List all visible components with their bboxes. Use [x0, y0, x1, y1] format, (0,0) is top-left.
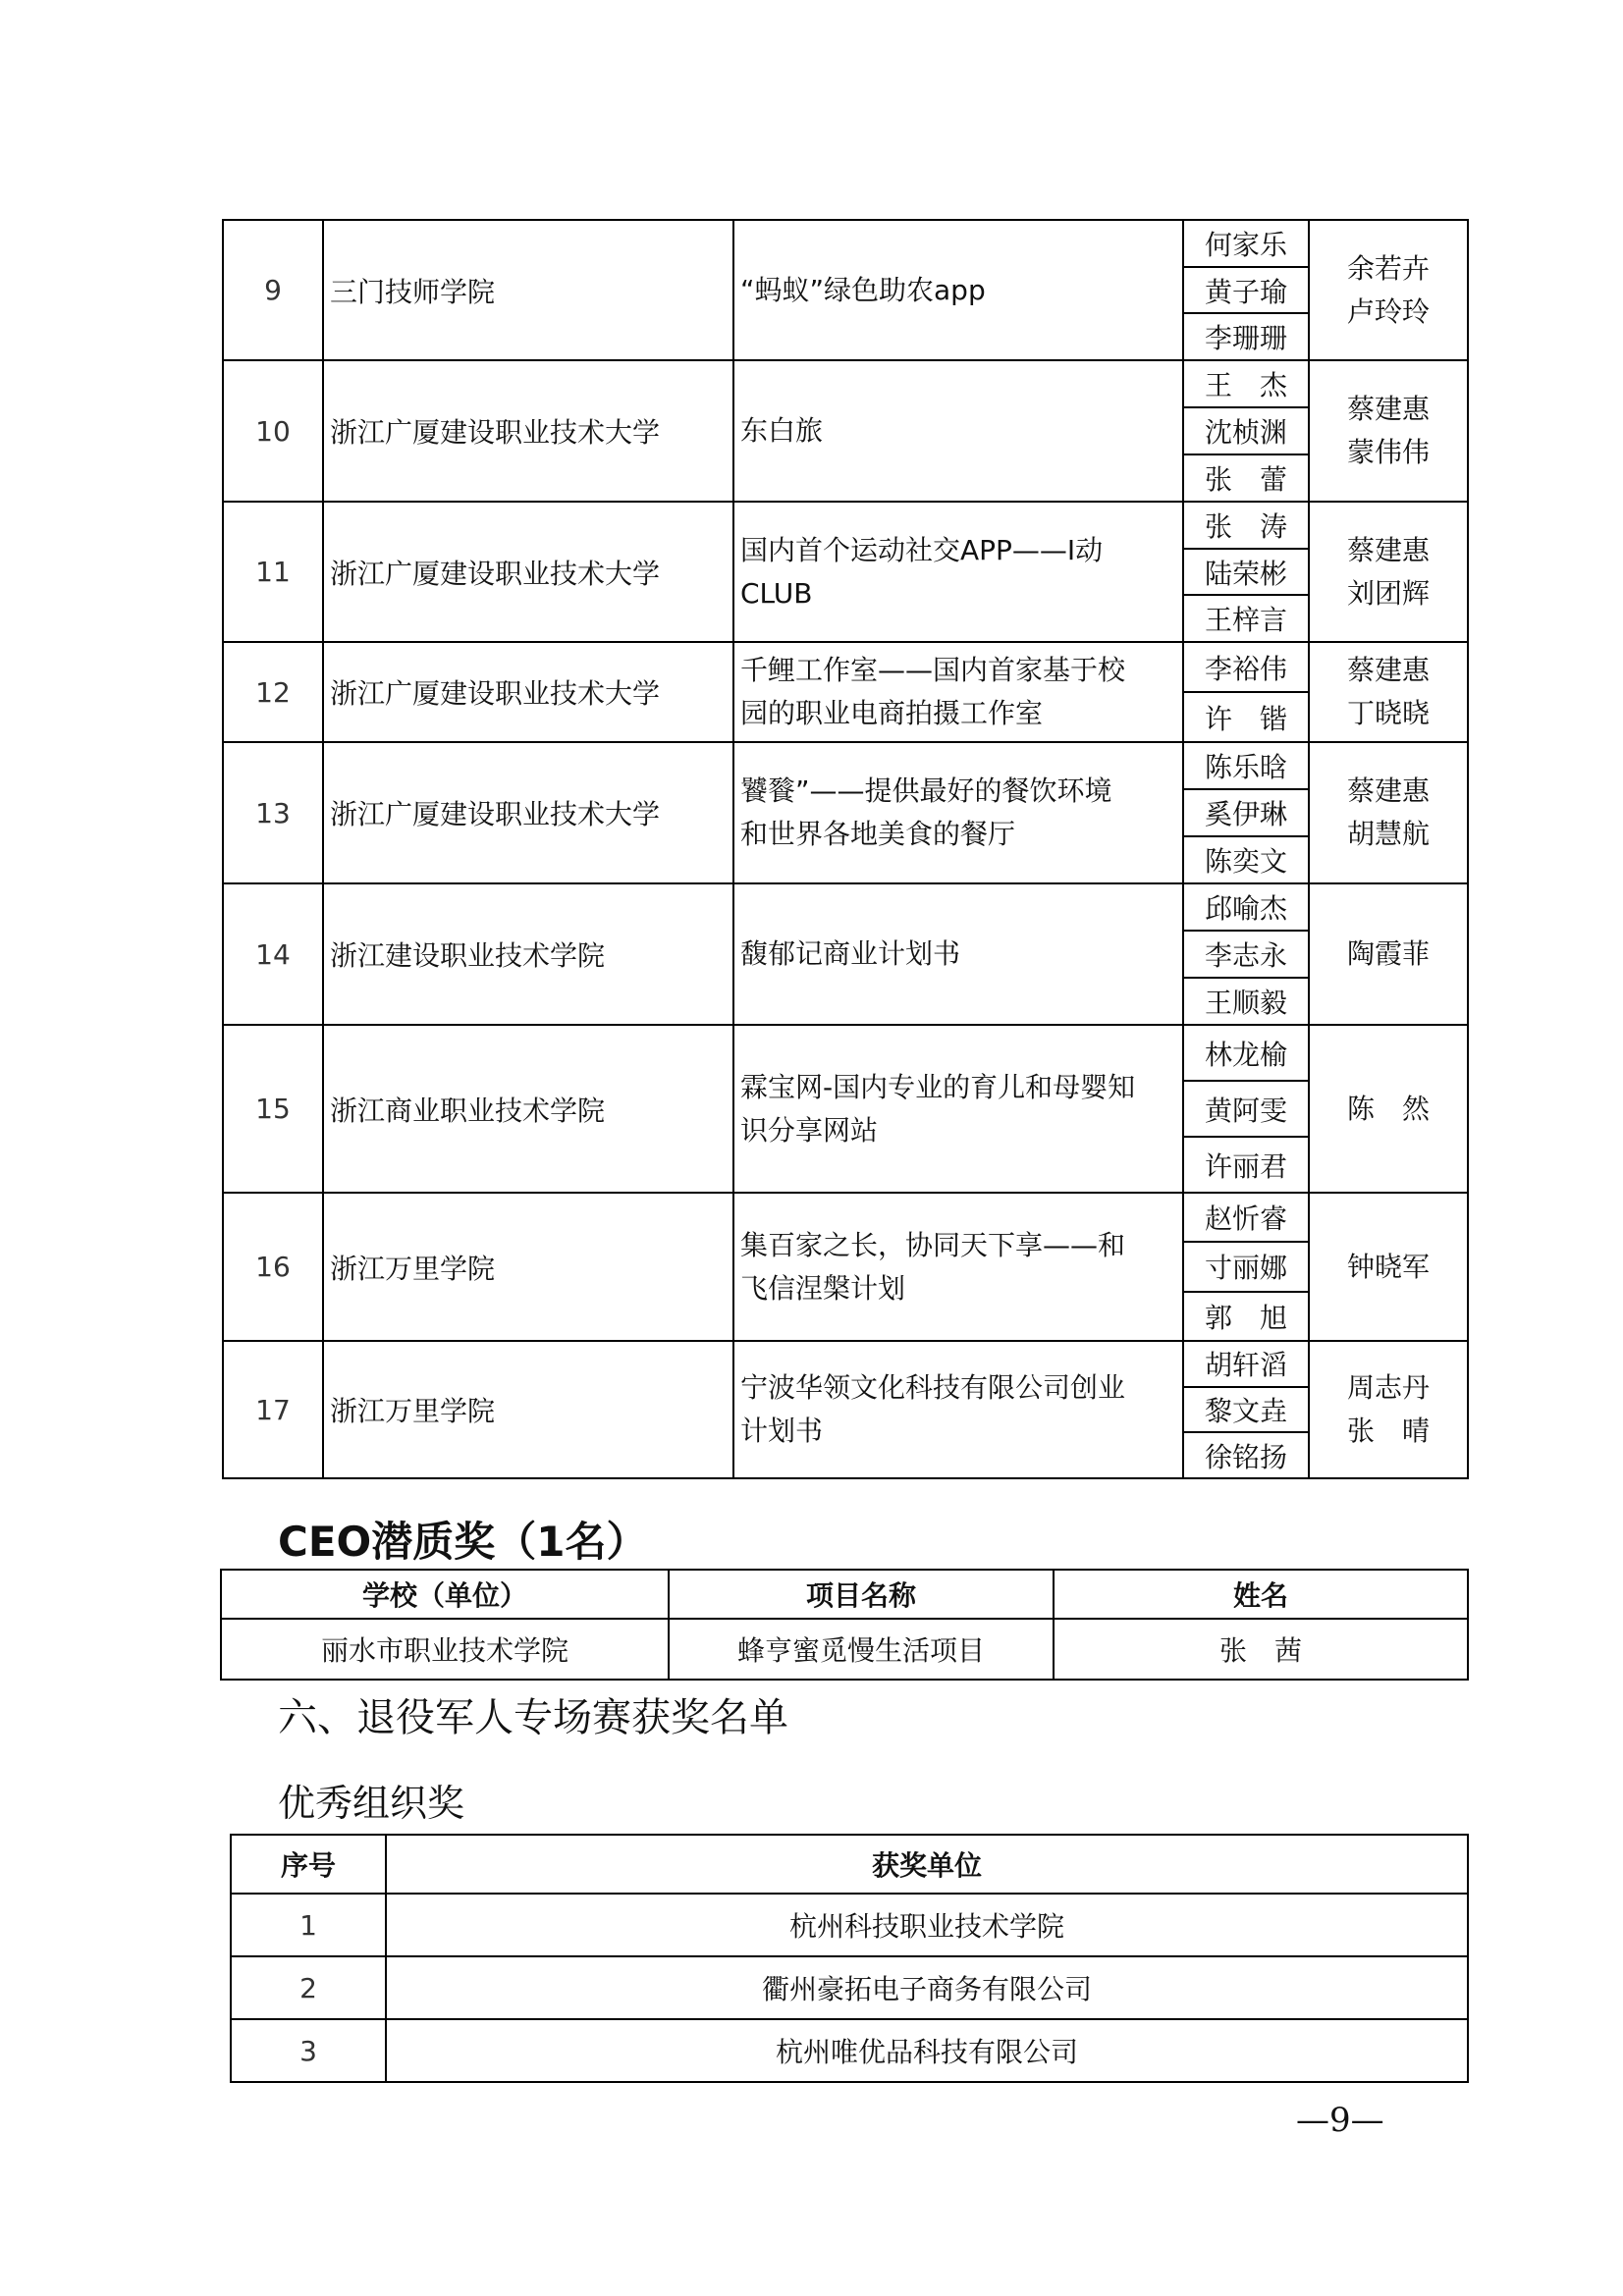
advisor-name: 蔡建惠 — [1346, 533, 1430, 566]
team-members — [1183, 883, 1309, 1025]
team-member: 许 锴 — [1184, 691, 1308, 741]
table-row — [223, 642, 1468, 742]
team-members — [1183, 502, 1309, 642]
project-line: 和世界各地美食的餐厅 — [740, 818, 1016, 850]
project-name — [733, 1193, 1183, 1341]
org-row-no: 1 — [231, 1894, 386, 1956]
table-row — [223, 1193, 1468, 1341]
row-number: 16 — [223, 1193, 323, 1341]
ceo-header-row — [221, 1570, 1468, 1619]
row-number: 11 — [223, 502, 323, 642]
advisor-name: 蔡建惠 — [1346, 774, 1430, 807]
school-name: 浙江建设职业技术学院 — [323, 883, 733, 1025]
org-row-unit: 衢州豪拓电子商务有限公司 — [386, 1956, 1468, 2019]
school-name: 浙江商业职业技术学院 — [323, 1025, 733, 1193]
org-header-row — [231, 1835, 1468, 1894]
advisors — [1309, 1025, 1468, 1193]
ceo-header-school: 学校（单位） — [221, 1570, 669, 1619]
advisors — [1309, 502, 1468, 642]
team-member: 寸丽娜 — [1184, 1241, 1308, 1290]
row-number: 9 — [223, 220, 323, 360]
row-number: 10 — [223, 360, 323, 502]
team-member: 黄子瑜 — [1184, 266, 1308, 313]
project-name — [733, 883, 1183, 1025]
advisors — [1309, 360, 1468, 502]
section-six-title: 六、退役军人专场赛获奖名单 — [278, 1695, 788, 1740]
team-member: 林龙榆 — [1204, 1038, 1287, 1071]
page-number: —9— — [1296, 2101, 1384, 2140]
table-row — [231, 1894, 1468, 1956]
table-row — [223, 360, 1468, 502]
team-members — [1183, 360, 1309, 502]
advisors — [1309, 883, 1468, 1025]
ceo-header-name: 姓名 — [1054, 1570, 1468, 1619]
team-members — [1183, 220, 1309, 360]
school-name: 浙江广厦建设职业技术大学 — [323, 502, 733, 642]
advisor-name: 钟晓军 — [1346, 1250, 1430, 1283]
team-member: 陆荣彬 — [1184, 548, 1308, 595]
project-line: 国内首个运动社交APP——I动 — [740, 533, 1104, 566]
project-name — [733, 502, 1183, 642]
ceo-project: 蜂亨蜜觅慢生活项目 — [669, 1619, 1054, 1680]
project-line: “蚂蚁”绿色助农app — [740, 273, 986, 306]
advisor-name: 刘团辉 — [1346, 576, 1430, 610]
project-name — [733, 742, 1183, 883]
team-member: 何家乐 — [1204, 228, 1287, 261]
advisor-name: 蔡建惠 — [1346, 654, 1430, 686]
row-number: 15 — [223, 1025, 323, 1193]
project-name — [733, 1341, 1183, 1478]
project-line: 飞信涅槃计划 — [740, 1271, 906, 1305]
team-member: 陈奕文 — [1184, 835, 1308, 882]
advisors — [1309, 642, 1468, 742]
table-row — [223, 1025, 1468, 1193]
school-name: 浙江广厦建设职业技术大学 — [323, 360, 733, 502]
table-row — [231, 2019, 1468, 2082]
advisor-name: 蔡建惠 — [1346, 393, 1430, 425]
team-members — [1183, 1341, 1309, 1478]
org-row-unit: 杭州科技职业技术学院 — [386, 1894, 1468, 1956]
team-members — [1183, 742, 1309, 883]
school-name: 浙江广厦建设职业技术大学 — [323, 642, 733, 742]
table-row — [223, 1341, 1468, 1478]
org-award-title: 优秀组织奖 — [278, 1782, 465, 1825]
org-award-table — [230, 1834, 1469, 2083]
team-member: 胡轩滔 — [1204, 1349, 1287, 1382]
awards-table-body — [223, 220, 1468, 1478]
team-members — [1183, 1193, 1309, 1341]
team-member: 张 蕾 — [1184, 454, 1308, 501]
school-name: 浙江万里学院 — [323, 1341, 733, 1478]
project-name — [733, 220, 1183, 360]
team-member: 奚伊琳 — [1184, 788, 1308, 835]
team-member: 黄阿雯 — [1184, 1080, 1308, 1136]
table-row — [223, 220, 1468, 360]
table-row — [221, 1619, 1468, 1680]
school-name: 浙江万里学院 — [323, 1193, 733, 1341]
table-row — [231, 1956, 1468, 2019]
project-name — [733, 360, 1183, 502]
ceo-name: 张 茜 — [1054, 1619, 1468, 1680]
team-member: 李珊珊 — [1184, 312, 1308, 359]
ceo-header-project: 项目名称 — [669, 1570, 1054, 1619]
team-member: 李志永 — [1184, 930, 1308, 977]
project-line: 东白旅 — [740, 414, 824, 447]
advisor-name: 陈 然 — [1346, 1092, 1430, 1125]
ceo-award-title: CEO潜质奖（1名） — [278, 1518, 648, 1566]
advisor-name: 卢玲玲 — [1346, 294, 1430, 328]
team-member: 王梓言 — [1184, 594, 1308, 641]
advisor-name: 余若卉 — [1346, 251, 1430, 285]
project-line: 园的职业电商拍摄工作室 — [740, 697, 1044, 729]
org-row-no: 3 — [231, 2019, 386, 2082]
advisor-name: 丁晓晓 — [1346, 697, 1430, 729]
table-row — [223, 502, 1468, 642]
advisors — [1309, 220, 1468, 360]
project-line: 计划书 — [740, 1415, 824, 1447]
org-header-no: 序号 — [231, 1835, 386, 1894]
team-members — [1183, 1025, 1309, 1193]
project-line: 集百家之长，协同天下享——和 — [740, 1228, 1126, 1261]
ceo-school: 丽水市职业技术学院 — [221, 1619, 669, 1680]
project-line: 馥郁记商业计划书 — [740, 937, 961, 970]
row-number: 14 — [223, 883, 323, 1025]
team-member: 许丽君 — [1184, 1136, 1308, 1192]
org-header-unit: 获奖单位 — [386, 1835, 1468, 1894]
team-member: 沈桢渊 — [1184, 406, 1308, 454]
org-row-unit: 杭州唯优品科技有限公司 — [386, 2019, 1468, 2082]
project-name — [733, 1025, 1183, 1193]
advisor-name: 蒙伟伟 — [1346, 436, 1430, 468]
team-member: 王顺毅 — [1184, 977, 1308, 1024]
team-member: 张 涛 — [1204, 509, 1287, 543]
project-line: 宁波华领文化科技有限公司创业 — [740, 1371, 1126, 1404]
school-name: 浙江广厦建设职业技术大学 — [323, 742, 733, 883]
row-number: 17 — [223, 1341, 323, 1478]
advisors — [1309, 1341, 1468, 1478]
advisor-name: 周志丹 — [1346, 1371, 1430, 1404]
project-line: 识分享网站 — [740, 1113, 879, 1147]
team-member: 陈乐晗 — [1204, 751, 1287, 783]
team-member: 赵忻睿 — [1204, 1202, 1287, 1236]
team-member: 王 杰 — [1204, 369, 1287, 401]
project-name — [733, 642, 1183, 742]
school-name: 三门技师学院 — [323, 220, 733, 360]
advisors — [1309, 1193, 1468, 1341]
team-member: 黎文垚 — [1184, 1386, 1308, 1432]
awards-table — [222, 219, 1469, 1479]
advisor-name: 张 晴 — [1346, 1415, 1430, 1447]
table-row — [223, 742, 1468, 883]
project-line: 千鲤工作室——国内首家基于校 — [740, 654, 1126, 686]
project-line: 饕餮”——提供最好的餐饮环境 — [740, 774, 1112, 807]
project-line: 霖宝网-国内专业的育儿和母婴知 — [740, 1070, 1136, 1103]
row-number: 12 — [223, 642, 323, 742]
project-line: CLUB — [740, 576, 813, 610]
team-member: 李裕伟 — [1204, 652, 1287, 685]
team-members — [1183, 642, 1309, 742]
org-row-no: 2 — [231, 1956, 386, 2019]
team-member: 郭 旭 — [1184, 1291, 1308, 1340]
advisors — [1309, 742, 1468, 883]
row-number: 13 — [223, 742, 323, 883]
team-member: 邱喻杰 — [1204, 892, 1287, 925]
table-row — [223, 883, 1468, 1025]
advisor-name: 陶霞菲 — [1346, 937, 1430, 970]
team-member: 徐铭扬 — [1184, 1431, 1308, 1477]
ceo-award-table — [220, 1569, 1469, 1681]
advisor-name: 胡慧航 — [1346, 818, 1430, 850]
